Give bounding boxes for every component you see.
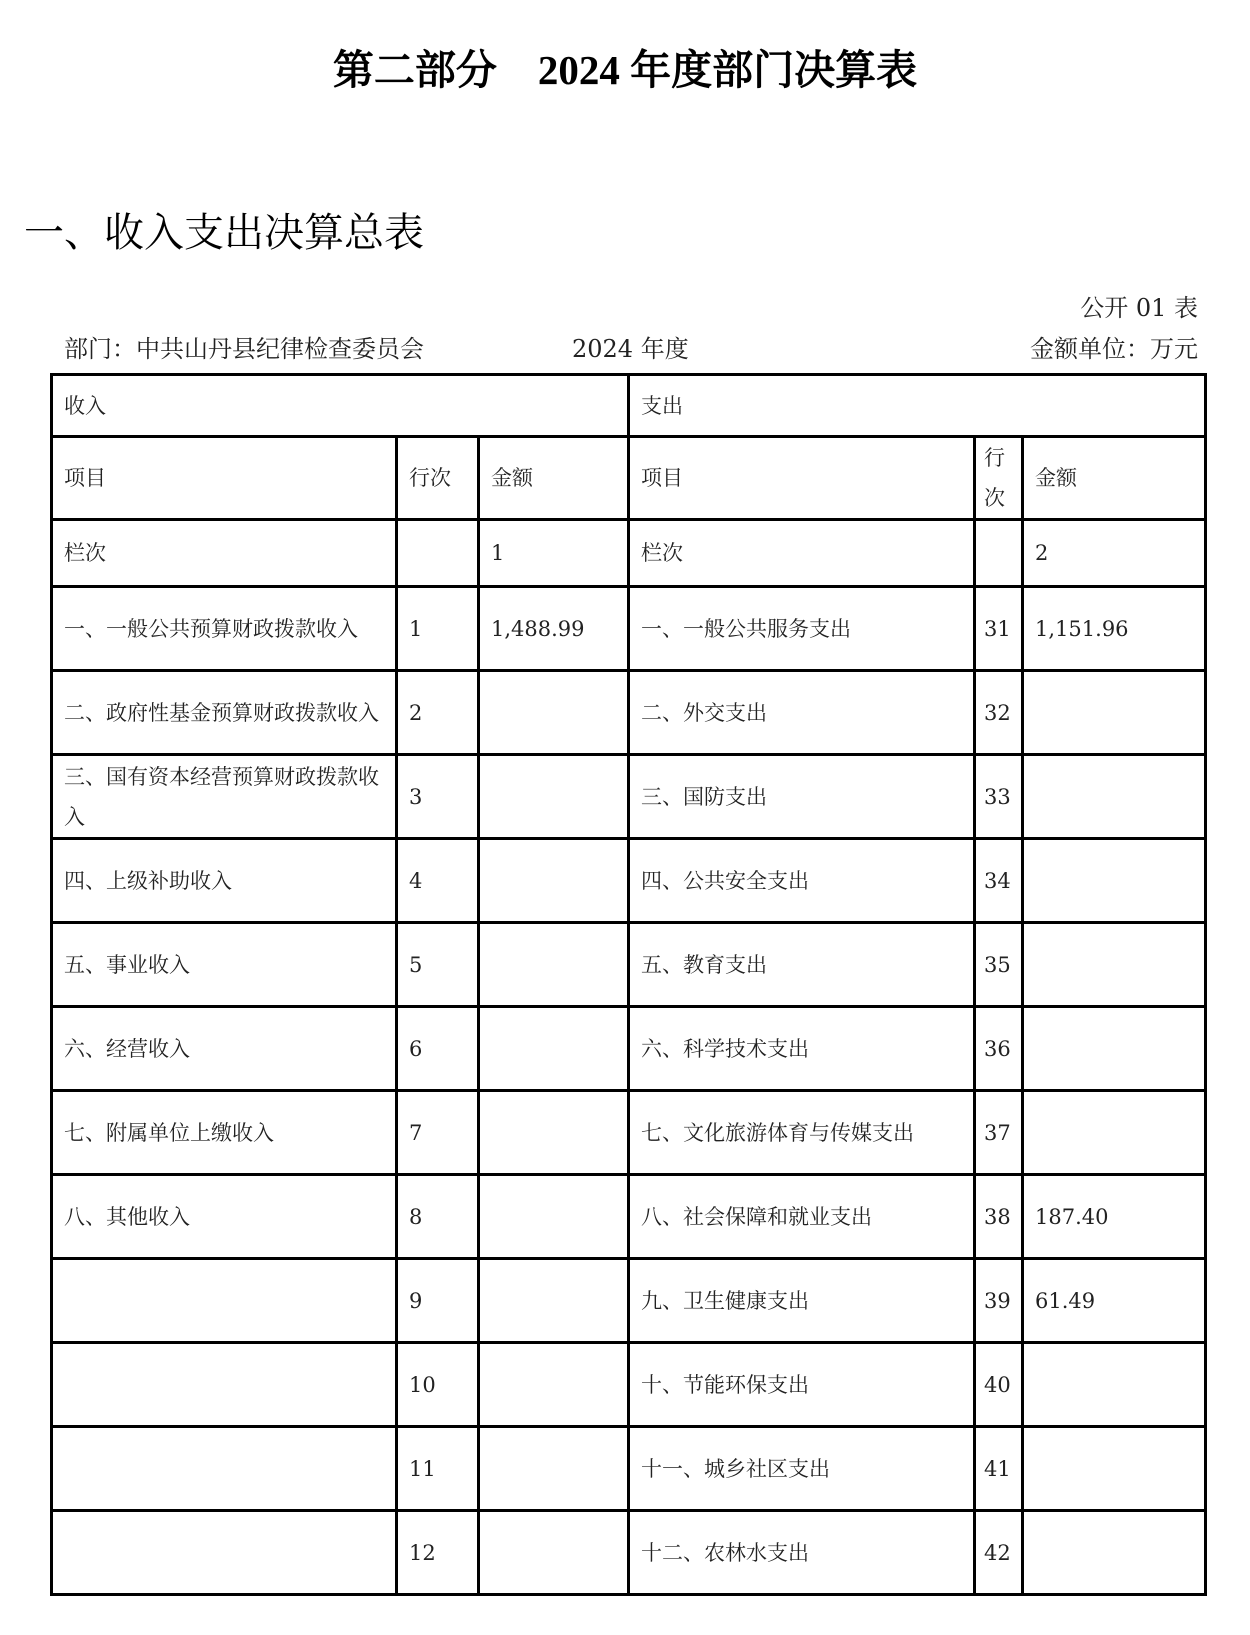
income-row-no-cell: 8: [397, 1175, 479, 1259]
table-row: [52, 1343, 1206, 1427]
income-expense-table: [50, 373, 1207, 1596]
document-title: 第二部分 2024 年度部门决算表: [332, 47, 918, 93]
expense-item-header: 项目: [629, 437, 975, 520]
expense-row-no-cell: 37: [975, 1091, 1023, 1175]
expense-amount-cell: 61.49: [1023, 1259, 1206, 1343]
expense-item-cell: 三、国防支出: [629, 755, 975, 839]
expense-row-no-cell: 38: [975, 1175, 1023, 1259]
income-item-header: 项目: [52, 437, 397, 520]
expense-amount-cell: 1,151.96: [1023, 587, 1206, 671]
income-row-no-cell: 10: [397, 1343, 479, 1427]
expense-item-cell: 一、一般公共服务支出: [629, 587, 975, 671]
income-item-cell: 七、附属单位上缴收入: [52, 1091, 397, 1175]
expense-item-cell: 五、教育支出: [629, 923, 975, 1007]
income-amount-cell: 1,488.99: [479, 587, 629, 671]
income-header: 收入: [52, 375, 629, 437]
expense-row-no-header-line1: 行: [984, 446, 1006, 470]
expense-amount-cell: [1023, 1343, 1206, 1427]
expense-amount-cell: [1023, 1091, 1206, 1175]
expense-row-no-cell: 33: [975, 755, 1023, 839]
expense-row-no-cell: 40: [975, 1343, 1023, 1427]
table-row: [52, 1007, 1206, 1091]
expense-row-no-cell: 34: [975, 839, 1023, 923]
income-index-value: 1: [479, 520, 629, 587]
expense-amount-cell: [1023, 755, 1206, 839]
section-title: 一、收入支出决算总表: [24, 210, 424, 256]
income-row-no-cell: 6: [397, 1007, 479, 1091]
income-amount-cell: [479, 671, 629, 755]
expense-item-cell: 十二、农林水支出: [629, 1511, 975, 1595]
amount-unit: 金额单位：万元: [1030, 335, 1198, 363]
expense-index-empty: [975, 520, 1023, 587]
expense-amount-header: 金额: [1023, 437, 1206, 520]
expense-amount-cell: [1023, 923, 1206, 1007]
income-amount-cell: [479, 755, 629, 839]
income-amount-cell: [479, 1427, 629, 1511]
income-row-no-cell: 7: [397, 1091, 479, 1175]
income-index-empty: [397, 520, 479, 587]
income-item-cell: 五、事业收入: [52, 923, 397, 1007]
expense-item-cell: 七、文化旅游体育与传媒支出: [629, 1091, 975, 1175]
income-item-cell: 四、上级补助收入: [52, 839, 397, 923]
department-label: 部门：中共山丹县纪律检查委员会: [64, 335, 424, 363]
table-row: [52, 923, 1206, 1007]
income-amount-header: 金额: [479, 437, 629, 520]
table-row: [52, 1175, 1206, 1259]
expense-row-no-header-line2: 次: [984, 486, 1006, 510]
income-item-cell: [52, 1427, 397, 1511]
income-row-no-cell: 1: [397, 587, 479, 671]
expense-item-cell: 六、科学技术支出: [629, 1007, 975, 1091]
income-row-no-header: 行次: [397, 437, 479, 520]
income-item-cell: 二、政府性基金预算财政拨款收入: [52, 671, 397, 755]
income-row-no-cell: 4: [397, 839, 479, 923]
expense-item-cell: 十一、城乡社区支出: [629, 1427, 975, 1511]
income-amount-cell: [479, 839, 629, 923]
table-row: [52, 1427, 1206, 1511]
expense-item-cell: 十、节能环保支出: [629, 1343, 975, 1427]
fiscal-year: 2024 年度: [572, 335, 689, 363]
expense-row-no-cell: 35: [975, 923, 1023, 1007]
income-amount-cell: [479, 1343, 629, 1427]
income-row-no-cell: 5: [397, 923, 479, 1007]
income-amount-cell: [479, 1091, 629, 1175]
expense-amount-cell: [1023, 1007, 1206, 1091]
expense-item-cell: 二、外交支出: [629, 671, 975, 755]
expense-row-no-cell: 42: [975, 1511, 1023, 1595]
income-row-no-cell: 12: [397, 1511, 479, 1595]
expense-row-no-header: [975, 437, 1023, 520]
table-row: [52, 671, 1206, 755]
income-item-cell: 六、经营收入: [52, 1007, 397, 1091]
expense-row-no-cell: 41: [975, 1427, 1023, 1511]
expense-amount-cell: [1023, 1427, 1206, 1511]
expense-header: 支出: [629, 375, 1206, 437]
income-row-no-cell: 9: [397, 1259, 479, 1343]
income-item-cell: 三、国有资本经营预算财政拨款收入: [52, 755, 397, 839]
form-code: 公开 01 表: [1080, 294, 1198, 322]
income-amount-cell: [479, 1175, 629, 1259]
income-amount-cell: [479, 1511, 629, 1595]
expense-row-no-cell: 31: [975, 587, 1023, 671]
income-amount-cell: [479, 1007, 629, 1091]
income-item-cell: 八、其他收入: [52, 1175, 397, 1259]
expense-item-cell: 四、公共安全支出: [629, 839, 975, 923]
income-item-cell: 一、一般公共预算财政拨款收入: [52, 587, 397, 671]
expense-row-no-cell: 32: [975, 671, 1023, 755]
expense-amount-cell: [1023, 671, 1206, 755]
table-row: [52, 755, 1206, 839]
expense-amount-cell: [1023, 839, 1206, 923]
table-row: [52, 839, 1206, 923]
expense-index-label: 栏次: [629, 520, 975, 587]
expense-amount-cell: [1023, 1511, 1206, 1595]
expense-index-value: 2: [1023, 520, 1206, 587]
section-header-row: [52, 375, 1206, 437]
expense-row-no-cell: 39: [975, 1259, 1023, 1343]
income-row-no-cell: 2: [397, 671, 479, 755]
income-row-no-cell: 3: [397, 755, 479, 839]
income-amount-cell: [479, 1259, 629, 1343]
table-row: [52, 1511, 1206, 1595]
column-index-row: [52, 520, 1206, 587]
table-row: [52, 1259, 1206, 1343]
table-row: [52, 587, 1206, 671]
expense-amount-cell: 187.40: [1023, 1175, 1206, 1259]
income-item-cell: [52, 1259, 397, 1343]
income-index-label: 栏次: [52, 520, 397, 587]
column-header-row: [52, 437, 1206, 520]
income-item-cell: [52, 1511, 397, 1595]
table-row: [52, 1091, 1206, 1175]
income-amount-cell: [479, 923, 629, 1007]
income-row-no-cell: 11: [397, 1427, 479, 1511]
expense-row-no-cell: 36: [975, 1007, 1023, 1091]
income-item-cell: [52, 1343, 397, 1427]
expense-item-cell: 八、社会保障和就业支出: [629, 1175, 975, 1259]
expense-item-cell: 九、卫生健康支出: [629, 1259, 975, 1343]
